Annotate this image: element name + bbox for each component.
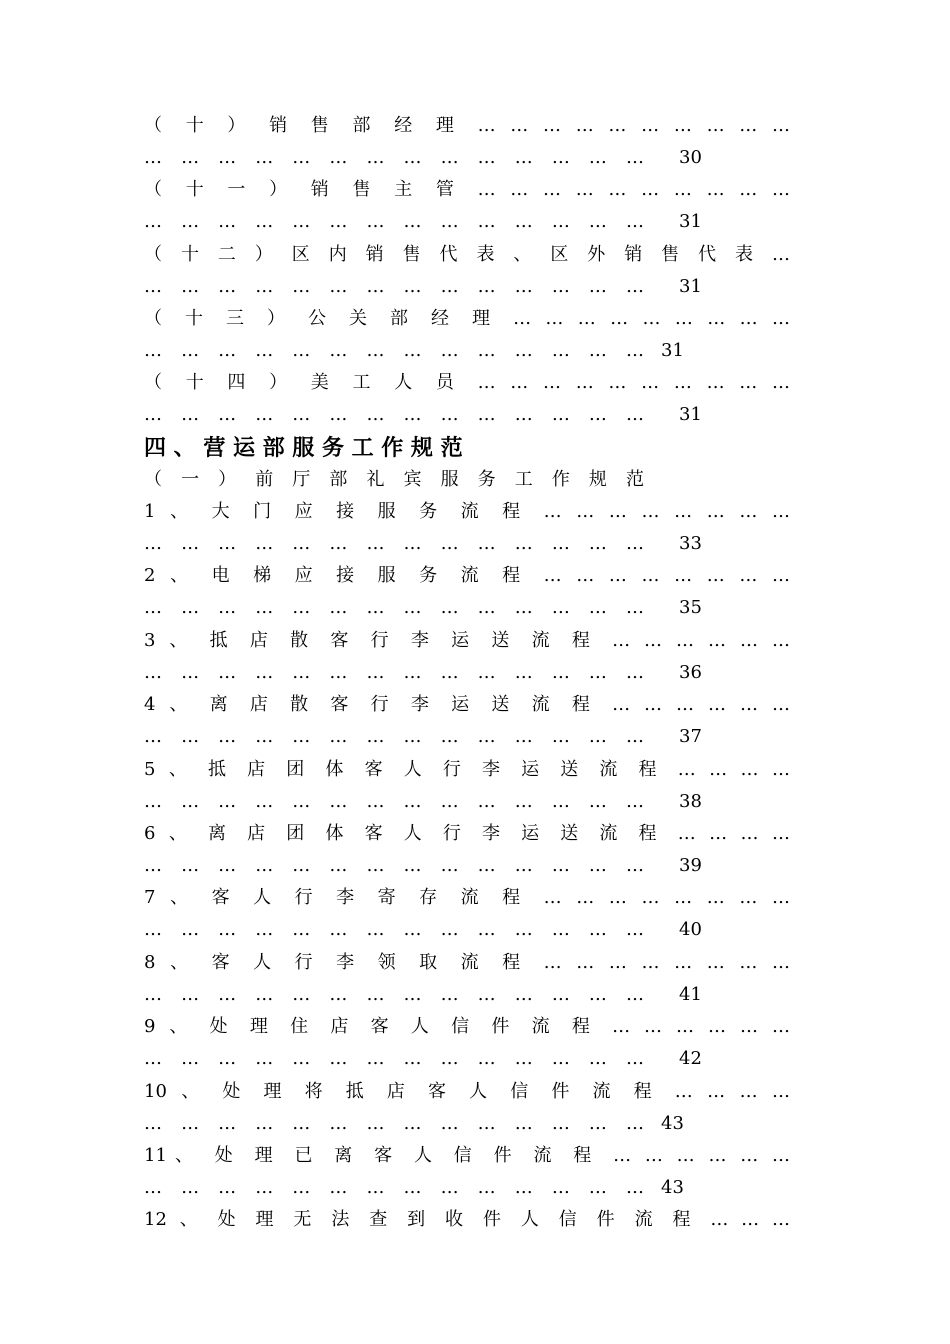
toc-entry-4-title-line: （ 十 四 ） 美 工 人 员 … … … … … … … … … …	[144, 372, 790, 393]
leader-dots: … … … … … … … … … … … … … …	[144, 1048, 644, 1069]
leader-dots: … … … … … … … … … … … … … …	[144, 855, 644, 876]
toc-item-5-leader-line	[144, 790, 790, 814]
toc-entry-3-title-line: （ 十 三 ） 公 关 部 经 理 … … … … … … … … …	[144, 308, 790, 329]
toc-entry-0-leader-line	[144, 146, 790, 170]
toc-item-8-leader-line	[144, 983, 790, 1007]
toc-item-7-leader-line	[144, 918, 790, 942]
toc-item-8-title-line: 8 、 客 人 行 李 领 取 流 程 … … … … … … … …	[144, 952, 790, 973]
leader-dots: … … … … … … … … … … … … … …	[144, 726, 644, 747]
leader-dots: … … … … … … … … … … … … … …	[144, 662, 644, 683]
leader-dots: … … … … … … … … … … … … … …	[144, 1113, 644, 1134]
leader-dots: … … … … … … … … … … … … … …	[144, 919, 644, 940]
toc-item-1-title-line: 1 、 大 门 应 接 服 务 流 程 … … … … … … … …	[144, 501, 790, 522]
page-number: 41	[679, 984, 702, 1005]
page-number: 39	[679, 855, 702, 876]
leader-dots: … … … … … … … … … … … … … …	[144, 211, 644, 232]
toc-entry-1-leader-line	[144, 210, 790, 234]
toc-item-12-title-line: 12 、 处 理 无 法 查 到 收 件 人 信 件 流 程 … … …	[144, 1209, 790, 1230]
page-number: 43	[661, 1113, 684, 1134]
section-heading: 四 、 营 运 部 服 务 工 作 规 范	[144, 435, 463, 461]
toc-entry-4-leader-line	[144, 403, 790, 427]
page-number: 43	[661, 1177, 684, 1198]
toc-item-9-title-line: 9 、 处 理 住 店 客 人 信 件 流 程 … … … … … …	[144, 1016, 790, 1037]
toc-item-3-leader-line	[144, 661, 790, 685]
page-number: 30	[679, 147, 702, 168]
toc-item-6-title-line: 6 、 离 店 团 体 客 人 行 李 运 送 流 程 … … … …	[144, 823, 790, 844]
toc-item-7-title-line: 7 、 客 人 行 李 寄 存 流 程 … … … … … … … …	[144, 887, 790, 908]
leader-dots: … … … … … … … … … … … … … …	[144, 791, 644, 812]
page-number: 35	[679, 597, 702, 618]
toc-entry-3-leader-line	[144, 339, 790, 363]
page-number: 38	[679, 791, 702, 812]
toc-entry-0-title-line: （ 十 ） 销 售 部 经 理 … … … … … … … … … …	[144, 115, 790, 136]
leader-dots: … … … … … … … … … … … … … …	[144, 984, 644, 1005]
toc-item-10-leader-line	[144, 1112, 790, 1136]
toc-item-1-leader-line	[144, 532, 790, 556]
toc-item-6-leader-line	[144, 854, 790, 878]
toc-item-11-title-line: 11、 处 理 已 离 客 人 信 件 流 程 … … … … … …	[144, 1145, 790, 1166]
toc-entry-1-title-line: （ 十 一 ） 销 售 主 管 … … … … … … … … … …	[144, 179, 790, 200]
subsection-heading: （ 一 ） 前 厅 部 礼 宾 服 务 工 作 规 范	[144, 469, 644, 490]
page-number: 31	[679, 404, 702, 425]
toc-item-4-leader-line	[144, 725, 790, 749]
page-number: 33	[679, 533, 702, 554]
toc-item-5-title-line: 5 、 抵 店 团 体 客 人 行 李 运 送 流 程 … … … …	[144, 759, 790, 780]
page-number: 31	[679, 211, 702, 232]
page-number: 31	[679, 276, 702, 297]
toc-item-11-leader-line	[144, 1176, 790, 1200]
leader-dots: … … … … … … … … … … … … … …	[144, 404, 644, 425]
toc-item-3-title-line: 3 、 抵 店 散 客 行 李 运 送 流 程 … … … … … …	[144, 630, 790, 651]
toc-entry-2-title-line: （ 十 二 ） 区 内 销 售 代 表 、 区 外 销 售 代 表 …	[144, 244, 790, 265]
leader-dots: … … … … … … … … … … … … … …	[144, 340, 644, 361]
leader-dots: … … … … … … … … … … … … … …	[144, 147, 644, 168]
page-number: 40	[679, 919, 702, 940]
page-number: 42	[679, 1048, 702, 1069]
leader-dots: … … … … … … … … … … … … … …	[144, 597, 644, 618]
page-number: 37	[679, 726, 702, 747]
toc-item-9-leader-line	[144, 1047, 790, 1071]
leader-dots: … … … … … … … … … … … … … …	[144, 1177, 644, 1198]
leader-dots: … … … … … … … … … … … … … …	[144, 276, 644, 297]
page-number: 36	[679, 662, 702, 683]
toc-item-10-title-line: 10 、 处 理 将 抵 店 客 人 信 件 流 程 … … … …	[144, 1081, 790, 1102]
toc-entry-2-leader-line	[144, 275, 790, 299]
toc-item-4-title-line: 4 、 离 店 散 客 行 李 运 送 流 程 … … … … … …	[144, 694, 790, 715]
toc-item-2-title-line: 2 、 电 梯 应 接 服 务 流 程 … … … … … … … …	[144, 565, 790, 586]
toc-item-2-leader-line	[144, 596, 790, 620]
leader-dots: … … … … … … … … … … … … … …	[144, 533, 644, 554]
page-number: 31	[661, 340, 684, 361]
